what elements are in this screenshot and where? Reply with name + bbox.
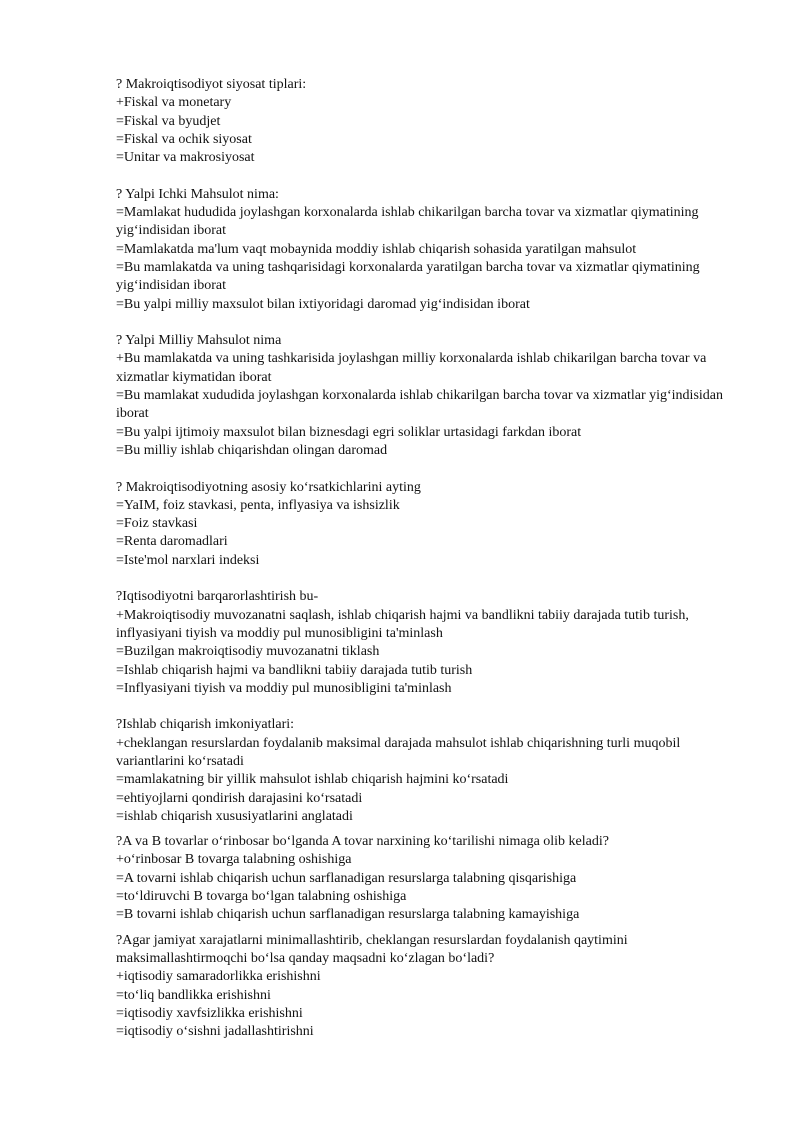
answer-option: =Mamlakatda ma'lum vaqt mobaynida moddiy ishlab chiqarish sohasida yaratilgan mahsulot: [116, 241, 637, 257]
spacer: [116, 698, 748, 716]
answer-option: =A tovarni ishlab chiqarish uchun sarflanadigan resurslarga talabning qisqarishiga: [116, 870, 577, 886]
answer-option: =Unitar va makrosiyosat: [116, 150, 255, 166]
answer-option: =Iste'mol narxlari indeksi: [116, 552, 260, 568]
answer-option: =to‘ldiruvchi B tovarga bo‘lgan talabning oshishiga: [116, 889, 407, 905]
answer-option: =Foiz stavkasi: [116, 516, 198, 532]
question-block-6: [116, 716, 748, 826]
answer-option: =Fiskal va ochik siyosat: [116, 131, 252, 147]
answer-option: =iqtisodiy o‘sishni jadallashtirishni: [116, 1024, 314, 1040]
answer-option: =Inflyasiyani tiyish va moddiy pul munosibligini ta'minlash: [116, 680, 452, 696]
answer-option: =Renta daromadlari: [116, 534, 228, 550]
answer-option: =Bu mamlakatda va uning tashqarisidagi korxonalarda yaratilgan barcha tovar va xizmatlar qiymatining yig‘indisidan iborat: [116, 259, 700, 294]
answer-option: =ehtiyojlarni qondirish darajasini ko‘rsatadi: [116, 790, 363, 806]
answer-option: =B tovarni ishlab chiqarish uchun sarflanadigan resurslarga talabning kamayishiga: [116, 907, 580, 923]
answer-option: =Fiskal va byudjet: [116, 113, 221, 129]
answer-option: =Bu yalpi ijtimoiy maxsulot bilan biznesdagi egri soliklar urtasidagi farkdan iborat: [116, 424, 582, 440]
answer-option: +cheklangan resurslardan foydalanib maksimal darajada mahsulot ishlab chiqarishning turli muqobil variantlarini ko‘rsatadi: [116, 735, 681, 769]
answer-option: +Fiskal va monetary: [116, 95, 232, 111]
question-text: ?Ishlab chiqarish imkoniyatlari:: [116, 717, 295, 733]
answer-option: =Bu milliy ishlab chiqarishdan olingan daromad: [116, 442, 388, 458]
question-text: ?Iqtisodiyotni barqarorlashtirish bu-: [116, 589, 319, 605]
answer-option: =Bu mamlakat xududida joylashgan korxonalarda ishlab chikarilgan barcha tovar va xizmatlar yig‘indisidan iborat: [116, 388, 723, 422]
question-text: ? Yalpi Milliy Mahsulot nima: [116, 333, 282, 349]
question-list: [116, 76, 748, 1041]
question-block-7: [116, 833, 748, 924]
question-block-3: [116, 332, 748, 460]
question-text: ? Makroiqtisodiyotning asosiy ko‘rsatkichlarini ayting: [116, 479, 421, 495]
answer-option: +o‘rinbosar B tovarga talabning oshishiga: [116, 852, 352, 868]
question-block-4: [116, 479, 748, 570]
answer-option: =ishlab chiqarish xususiyatlarini anglatadi: [116, 808, 353, 824]
answer-option: =YaIM, foiz stavkasi, penta, inflyasiya va ishsizlik: [116, 497, 400, 513]
question-block-5: [116, 588, 748, 698]
question-block-8: [116, 932, 748, 1042]
spacer: [116, 314, 748, 332]
question-block-1: [116, 76, 748, 167]
spacer: [116, 460, 748, 478]
spacer: [116, 570, 748, 588]
answer-option: =Buzilgan makroiqtisodiy muvozanatni tiklash: [116, 644, 380, 660]
answer-option: =iqtisodiy xavfsizlikka erishishni: [116, 1005, 303, 1021]
answer-option: =Bu yalpi milliy maxsulot bilan ixtiyoridagi daromad yig‘indisidan iborat: [116, 296, 530, 312]
question-text: ? Makroiqtisodiyot siyosat tiplari:: [116, 77, 307, 92]
question-block-2: [116, 186, 748, 314]
answer-option: +iqtisodiy samaradorlikka erishishni: [116, 969, 321, 985]
question-text: ?Agar jamiyat xarajatlarni minimallashtirib, cheklangan resurslardan foydalanish qaytimini maksimallashtirmoqchi bo‘lsa qanday maqsadni ko‘zlagan bo‘ladi?: [116, 932, 628, 966]
question-text: ?A va B tovarlar o‘rinbosar bo‘lganda A tovar narxining ko‘tarilishi nimaga olib keladi?: [116, 834, 609, 850]
answer-option: +Makroiqtisodiy muvozanatni saqlash, ishlab chiqarish hajmi va bandlikni tabiiy darajada tutib turish, inflyasiyani tiyish va moddiy pul munosibligini ta'minlash: [116, 607, 689, 641]
answer-option: =to‘liq bandlikka erishishni: [116, 987, 271, 1003]
answer-option: =mamlakatning bir yillik mahsulot ishlab chiqarish hajmini ko‘rsatadi: [116, 772, 509, 788]
answer-option: =Mamlakat hududida joylashgan korxonalarda ishlab chikarilgan barcha tovar va xizmatlar qiymatining yig‘indisidan iborat: [116, 205, 699, 239]
spacer: [116, 826, 748, 833]
spacer: [116, 167, 748, 185]
answer-option: =Ishlab chiqarish hajmi va bandlikni tabiiy darajada tutib turish: [116, 662, 473, 678]
spacer: [116, 925, 748, 932]
question-text: ? Yalpi Ichki Mahsulot nima:: [116, 186, 279, 202]
answer-option: +Bu mamlakatda va uning tashkarisida joylashgan milliy korxonalarda ishlab chikarilgan barcha tovar va xizmatlar kiymatidan iborat: [116, 351, 707, 385]
